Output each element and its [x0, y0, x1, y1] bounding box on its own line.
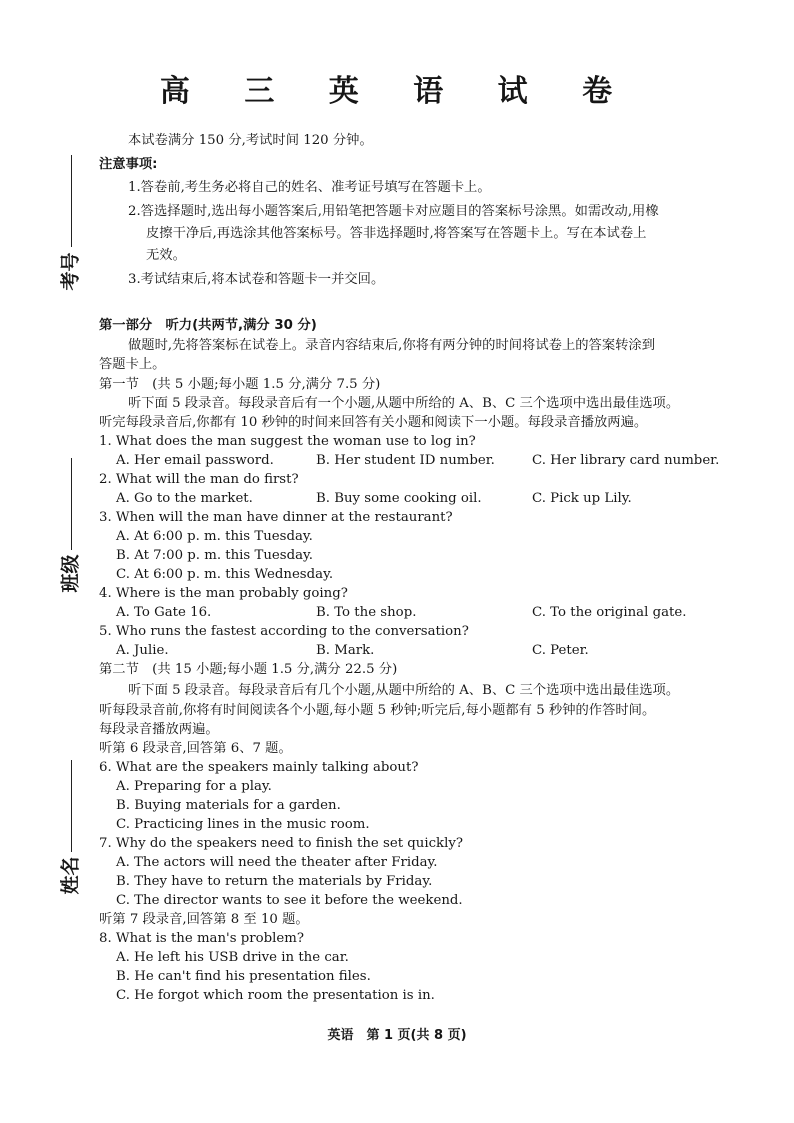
question-stem: 1. What does the man suggest the woman use to log in? [99, 434, 476, 449]
question-stem: 6. What are the speakers mainly talking about? [99, 760, 419, 775]
section1-instruction: 听完每段录音后,你都有 10 秒钟的时间来回答有关小题和阅读下一小题。每段录音播放两遍。 [99, 415, 648, 430]
part1-instruction: 答题卡上。 [99, 357, 166, 372]
audio-instruction: 听第 6 段录音,回答第 6、7 题。 [99, 741, 292, 756]
option-c: C. Her library card number. [532, 453, 720, 468]
audio-instruction: 听第 7 段录音,回答第 8 至 10 题。 [99, 912, 309, 927]
section2-heading: 第二节 (共 15 小题;每小题 1.5 分,满分 22.5 分) [99, 662, 398, 677]
option-b: B. They have to return the materials by Friday. [116, 874, 433, 889]
note-item: 皮擦干净后,再选涂其他答案标号。答非选择题时,将答案写在答题卡上。写在本试卷上 [146, 226, 647, 241]
option-a: A. Her email password. [116, 453, 274, 468]
option-a: A. Julie. [116, 643, 169, 658]
option-b: B. At 7:00 p. m. this Tuesday. [116, 548, 314, 563]
class-label: 班级 [59, 554, 82, 593]
section1-instruction: 听下面 5 段录音。每段录音后有一个小题,从题中所给的 A、B、C 三个选项中选出最佳选项。 [128, 396, 680, 411]
option-c: C. Peter. [532, 643, 589, 658]
question-stem: 4. Where is the man probably going? [99, 586, 348, 601]
option-a: A. The actors will need the theater after Friday. [116, 855, 438, 870]
option-a: A. Preparing for a play. [116, 779, 272, 794]
section1-heading: 第一节 (共 5 小题;每小题 1.5 分,满分 7.5 分) [99, 377, 381, 392]
option-c: C. The director wants to see it before the weekend. [116, 893, 463, 908]
question-stem: 7. Why do the speakers need to finish the set quickly? [99, 836, 464, 851]
exam-intro: 本试卷满分 150 分,考试时间 120 分钟。 [128, 133, 373, 148]
note-item: 无效。 [146, 248, 186, 263]
note-item: 2.答选择题时,选出每小题答案后,用铅笔把答题卡对应题目的答案标号涂黑。如需改动,用橡 [128, 204, 659, 219]
option-c: C. He forgot which room the presentation is in. [116, 988, 435, 1003]
part1-instruction: 做题时,先将答案标在试卷上。录音内容结束后,你将有两分钟的时间将试卷上的答案转涂到 [128, 338, 656, 353]
question-stem: 2. What will the man do first? [99, 472, 299, 487]
section2-instruction: 听下面 5 段录音。每段录音后有几个小题,从题中所给的 A、B、C 三个选项中选出最佳选项。 [128, 683, 680, 698]
part1-heading: 第一部分 听力(共两节,满分 30 分) [99, 318, 317, 333]
option-c: C. Practicing lines in the music room. [116, 817, 370, 832]
option-c: C. Pick up Lily. [532, 491, 632, 506]
option-a: A. Go to the market. [116, 491, 253, 506]
option-c: C. At 6:00 p. m. this Wednesday. [116, 567, 334, 582]
option-b: B. Buy some cooking oil. [316, 491, 482, 506]
page-title: 高 三 英 语 试 卷 [159, 74, 635, 109]
note-item: 1.答卷前,考生务必将自己的姓名、准考证号填写在答题卡上。 [128, 180, 491, 195]
option-b: B. Her student ID number. [316, 453, 495, 468]
note-item: 3.考试结束后,将本试卷和答题卡一并交回。 [128, 272, 385, 287]
option-c: C. To the original gate. [532, 605, 687, 620]
name-line [71, 760, 72, 852]
option-a: A. At 6:00 p. m. this Tuesday. [116, 529, 313, 544]
option-b: B. Buying materials for a garden. [116, 798, 341, 813]
exam-no-line [71, 155, 72, 247]
section2-instruction: 每段录音播放两遍。 [99, 722, 219, 737]
notes-heading: 注意事项: [99, 157, 158, 172]
page-footer: 英语 第 1 页(共 8 页) [327, 1028, 467, 1043]
option-a: A. He left his USB drive in the car. [116, 950, 349, 965]
question-stem: 8. What is the man's problem? [99, 931, 304, 946]
option-b: B. To the shop. [316, 605, 417, 620]
exam-no-label: 考号 [59, 252, 82, 291]
question-stem: 5. Who runs the fastest according to the conversation? [99, 624, 469, 639]
option-a: A. To Gate 16. [116, 605, 212, 620]
section2-instruction: 听每段录音前,你将有时间阅读各个小题,每小题 5 秒钟;听完后,每小题都有 5 秒钟的作答时间。 [99, 703, 656, 718]
class-line [71, 458, 72, 550]
name-label: 姓名 [59, 856, 82, 895]
option-b: B. He can't find his presentation files. [116, 969, 371, 984]
question-stem: 3. When will the man have dinner at the restaurant? [99, 510, 453, 525]
option-b: B. Mark. [316, 643, 375, 658]
